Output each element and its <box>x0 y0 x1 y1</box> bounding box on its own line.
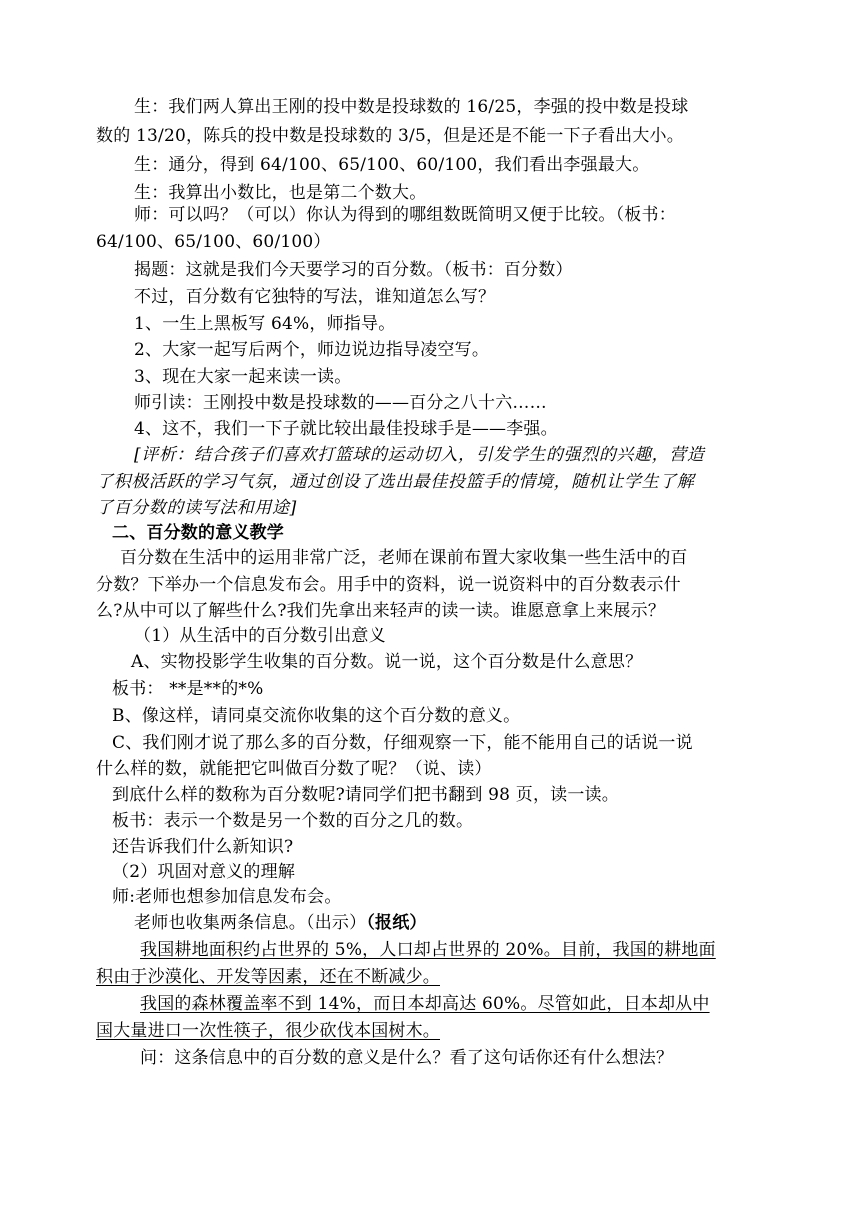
paragraph-line: 4、这不，我们一下子就比较出最佳投球手是——李强。 <box>134 419 558 439</box>
section-heading: 二、百分数的意义教学 <box>112 523 284 543</box>
paragraph-line: 什么样的数，就能把它叫做百分数了呢？（说、读） <box>96 759 492 779</box>
paragraph-line: 百分数在生活中的运用非常广泛，老师在课前布置大家收集一些生活中的百 <box>120 548 688 568</box>
paragraph-line: 生：通分，得到 64/100、65/100、60/100，我们看出李强最大。 <box>134 155 650 175</box>
paragraph-line: 师引读：王刚投中数是投球数的——百分之八十六…… <box>134 393 547 413</box>
paragraph-line: 3、现在大家一起来读一读。 <box>134 367 352 387</box>
paragraph-line: 板书：表示一个数是另一个数的百分之几的数。 <box>112 811 474 831</box>
paragraph-line <box>134 912 427 934</box>
paragraph-line: B、像这样，请同桌交流你收集的这个百分数的意义。 <box>112 706 521 726</box>
paragraph-line: 问：这条信息中的百分数的意义是什么？看了这句话你还有什么想法？ <box>140 1048 674 1068</box>
quoted-info-line: 积由于沙漠化、开发等因素，还在不断减少。 <box>96 967 440 987</box>
paragraph-line: 师：可以吗？（可以）你认为得到的哪组数既简明又便于比较。（板书： <box>134 205 676 225</box>
paragraph-line: A、实物投影学生收集的百分数。说一说，这个百分数是什么意思？ <box>131 652 643 672</box>
subheading-line: （1）从生活中的百分数引出意义 <box>134 626 386 646</box>
paragraph-line: 生：我算出小数比，也是第二个数大。 <box>134 183 427 203</box>
paragraph-line: 数的 13/20，陈兵的投中数是投球数的 3/5，但是还是不能一下子看出大小。 <box>96 126 684 146</box>
paragraph-line: 分数？下举办一个信息发布会。用手中的资料，说一说资料中的百分数表示什 <box>96 575 681 595</box>
paragraph-line: 2、大家一起写后两个，师边说边指导凌空写。 <box>134 340 490 360</box>
commentary-line: 了百分数的读写法和用途] <box>96 498 297 518</box>
paragraph-line: 么?从中可以了解些什么?我们先拿出来轻声的读一读。谁愿意拿上来展示？ <box>96 601 666 621</box>
paragraph-line: 生：我们两人算出王刚的投中数是投球数的 16/25，李强的投中数是投球 <box>134 97 689 117</box>
quoted-info-line: 我国耕地面积约占世界的 5%，人口却占世界的 20%。目前，我国的耕地面 <box>140 940 716 960</box>
paragraph-line: 1、一生上黑板写 64%，师指导。 <box>134 314 396 334</box>
newspaper-label: （报纸） <box>366 913 427 933</box>
paragraph-line: 到底什么样的数称为百分数呢?请同学们把书翻到 98 页，读一读。 <box>112 785 619 805</box>
paragraph-line: 不过，百分数有它独特的写法，谁知道怎么写？ <box>134 287 496 307</box>
paragraph-line: 揭题：这就是我们今天要学习的百分数。（板书：百分数） <box>134 260 573 280</box>
paragraph-line: 师:老师也想参加信息发布会。 <box>112 887 342 907</box>
quoted-info-line: 国大量进口一次性筷子，很少砍伐本国树木。 <box>96 1021 440 1041</box>
paragraph-line: 64/100、65/100、60/100） <box>96 232 331 252</box>
commentary-line: [评析：结合孩子们喜欢打篮球的运动切入，引发学生的强烈的兴趣，营造 <box>134 445 705 465</box>
quoted-info-line: 我国的森林覆盖率不到 14%，而日本却高达 60%。尽管如此，日本却从中 <box>140 994 710 1014</box>
subheading-line: （2）巩固对意义的理解 <box>112 862 296 882</box>
paragraph-line: 还告诉我们什么新知识? <box>112 837 294 857</box>
paragraph-text: 老师也收集两条信息。（出示） <box>134 913 367 933</box>
paragraph-line: 板书： **是**的*% <box>112 679 264 699</box>
commentary-line: 了积极活跃的学习气氛，通过创设了选出最佳投篮手的情境，随机让学生了解 <box>96 472 695 492</box>
paragraph-line: C、我们刚才说了那么多的百分数，仔细观察一下，能不能用自己的话说一说 <box>112 733 693 753</box>
